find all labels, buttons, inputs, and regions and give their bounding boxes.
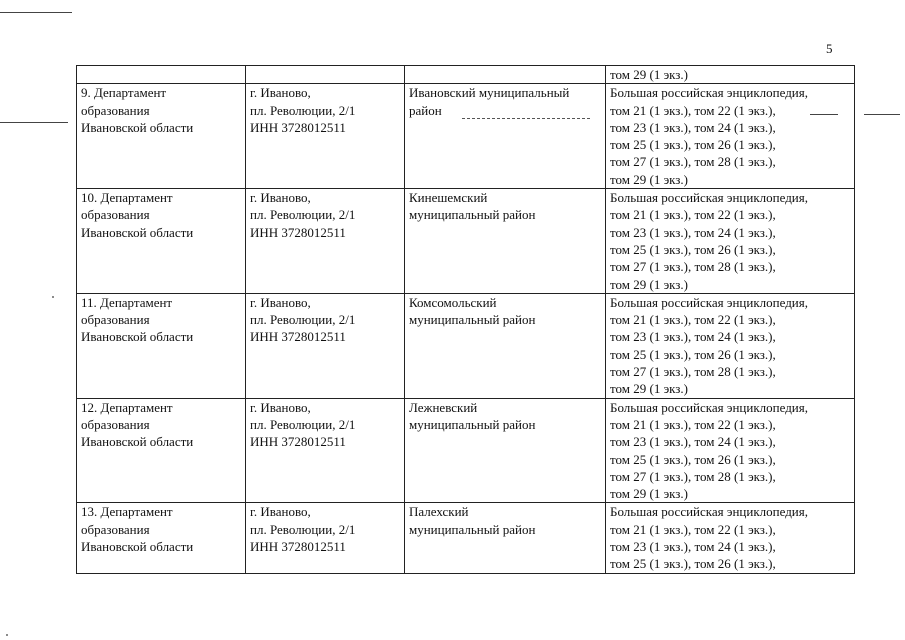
cell-district (405, 293, 606, 398)
cell-items (606, 84, 855, 189)
table-row (77, 398, 855, 503)
cell-address (246, 66, 405, 84)
address-line: г. Иваново, (250, 190, 311, 206)
district-line: муниципальный район (409, 521, 536, 537)
items-line: том 29 (1 экз.) (610, 381, 689, 397)
district-line: Кинешемский (409, 190, 488, 206)
org-line: образования (81, 102, 150, 118)
items-line: том 21 (1 экз.), том 22 (1 экз.), (610, 521, 776, 537)
org-line: Ивановской области (81, 224, 194, 240)
cell-org (77, 66, 246, 84)
cell-address (246, 503, 405, 573)
org-line: образования (81, 312, 150, 328)
items-line: Большая российская энциклопедия, (610, 85, 808, 101)
org-line: Ивановской области (81, 434, 194, 450)
address-line: пл. Революции, 2/1 (250, 521, 356, 537)
cell-district (405, 398, 606, 503)
cell-org (77, 84, 246, 189)
org-line: образования (81, 416, 150, 432)
org-line: образования (81, 207, 150, 223)
cell-district (405, 189, 606, 294)
org-line: 12. Департамент (81, 399, 173, 415)
address-line: г. Иваново, (250, 399, 311, 415)
address-line: пл. Революции, 2/1 (250, 312, 356, 328)
items-line: том 25 (1 экз.), том 26 (1 экз.), (610, 241, 776, 257)
cell-org (77, 189, 246, 294)
address-line: ИНН 3728012511 (250, 224, 346, 240)
address-line: пл. Революции, 2/1 (250, 207, 356, 223)
distribution-table (76, 65, 855, 574)
scan-speck (6, 634, 8, 636)
cell-org (77, 293, 246, 398)
org-line: 11. Департамент (81, 294, 173, 310)
address-line: г. Иваново, (250, 85, 311, 101)
items-line: Большая российская энциклопедия, (610, 190, 808, 206)
table-row (77, 503, 855, 573)
cell-address (246, 398, 405, 503)
cell-items (606, 503, 855, 573)
items-line: Большая российская энциклопедия, (610, 294, 808, 310)
items-line: том 25 (1 экз.), том 26 (1 экз.), (610, 346, 776, 362)
page-number: 5 (826, 41, 833, 56)
items-line: том 23 (1 экз.), том 24 (1 экз.), (610, 329, 776, 345)
cell-district (405, 503, 606, 573)
table-row (77, 189, 855, 294)
org-line: Ивановской области (81, 119, 194, 135)
address-line: ИНН 3728012511 (250, 119, 346, 135)
items-line: том 21 (1 экз.), том 22 (1 экз.), (610, 207, 776, 223)
cell-org (77, 503, 246, 573)
cell-district (405, 84, 606, 189)
address-line: ИНН 3728012511 (250, 434, 346, 450)
org-line: 9. Департамент (81, 85, 167, 101)
org-line: 13. Департамент (81, 504, 173, 520)
items-line: том 27 (1 экз.), том 28 (1 экз.), (610, 154, 776, 170)
address-line: пл. Революции, 2/1 (250, 416, 356, 432)
address-line: г. Иваново, (250, 294, 311, 310)
cell-items (606, 189, 855, 294)
items-line: том 21 (1 экз.), том 22 (1 экз.), (610, 416, 776, 432)
items-line: том 23 (1 экз.), том 24 (1 экз.), (610, 539, 776, 555)
org-line: образования (81, 521, 150, 537)
org-line: Ивановской области (81, 329, 194, 345)
district-line: Ивановский муниципальный (409, 85, 570, 101)
cell-district (405, 66, 606, 84)
district-line: муниципальный район (409, 312, 536, 328)
table-row (77, 84, 855, 189)
scan-speck (52, 296, 54, 298)
items-line: том 21 (1 экз.), том 22 (1 экз.), (610, 102, 776, 118)
items-line: том 29 (1 экз.) (610, 171, 689, 187)
items-line: том 27 (1 экз.), том 28 (1 экз.), (610, 468, 776, 484)
address-line: ИНН 3728012511 (250, 329, 346, 345)
district-line: Палехский (409, 504, 469, 520)
cell-address (246, 189, 405, 294)
cell-items (606, 293, 855, 398)
org-line: Ивановской области (81, 539, 194, 555)
items-line: том 27 (1 экз.), том 28 (1 экз.), (610, 364, 776, 380)
district-line: муниципальный район (409, 207, 536, 223)
cell-org (77, 398, 246, 503)
items-line: том 23 (1 экз.), том 24 (1 экз.), (610, 119, 776, 135)
scan-mark-top (0, 12, 72, 13)
address-line: пл. Революции, 2/1 (250, 102, 356, 118)
district-line: Комсомольский (409, 294, 497, 310)
items-line: том 29 (1 экз.) (610, 486, 689, 502)
items-line: Большая российская энциклопедия, (610, 399, 808, 415)
cell-items (606, 66, 855, 84)
address-line: г. Иваново, (250, 504, 311, 520)
cell-items (606, 398, 855, 503)
items-line: Большая российская энциклопедия, (610, 504, 808, 520)
table-row-continuation (77, 66, 855, 84)
address-line: ИНН 3728012511 (250, 539, 346, 555)
district-line: Лежневский (409, 399, 478, 415)
org-line: 10. Департамент (81, 190, 173, 206)
items-line: том 23 (1 экз.), том 24 (1 экз.), (610, 434, 776, 450)
items-line: том 29 (1 экз.) (610, 67, 689, 82)
district-line: район (409, 102, 442, 118)
items-line: том 25 (1 экз.), том 26 (1 экз.), (610, 556, 776, 572)
table-row (77, 293, 855, 398)
cell-address (246, 84, 405, 189)
items-line: том 25 (1 экз.), том 26 (1 экз.), (610, 451, 776, 467)
scan-mark-right (864, 114, 900, 115)
items-line: том 21 (1 экз.), том 22 (1 экз.), (610, 312, 776, 328)
items-line: том 29 (1 экз.) (610, 276, 689, 292)
items-line: том 23 (1 экз.), том 24 (1 экз.), (610, 224, 776, 240)
district-line: муниципальный район (409, 416, 536, 432)
cell-address (246, 293, 405, 398)
items-line: том 27 (1 экз.), том 28 (1 экз.), (610, 259, 776, 275)
scan-mark-left (0, 122, 68, 123)
items-line: том 25 (1 экз.), том 26 (1 экз.), (610, 137, 776, 153)
